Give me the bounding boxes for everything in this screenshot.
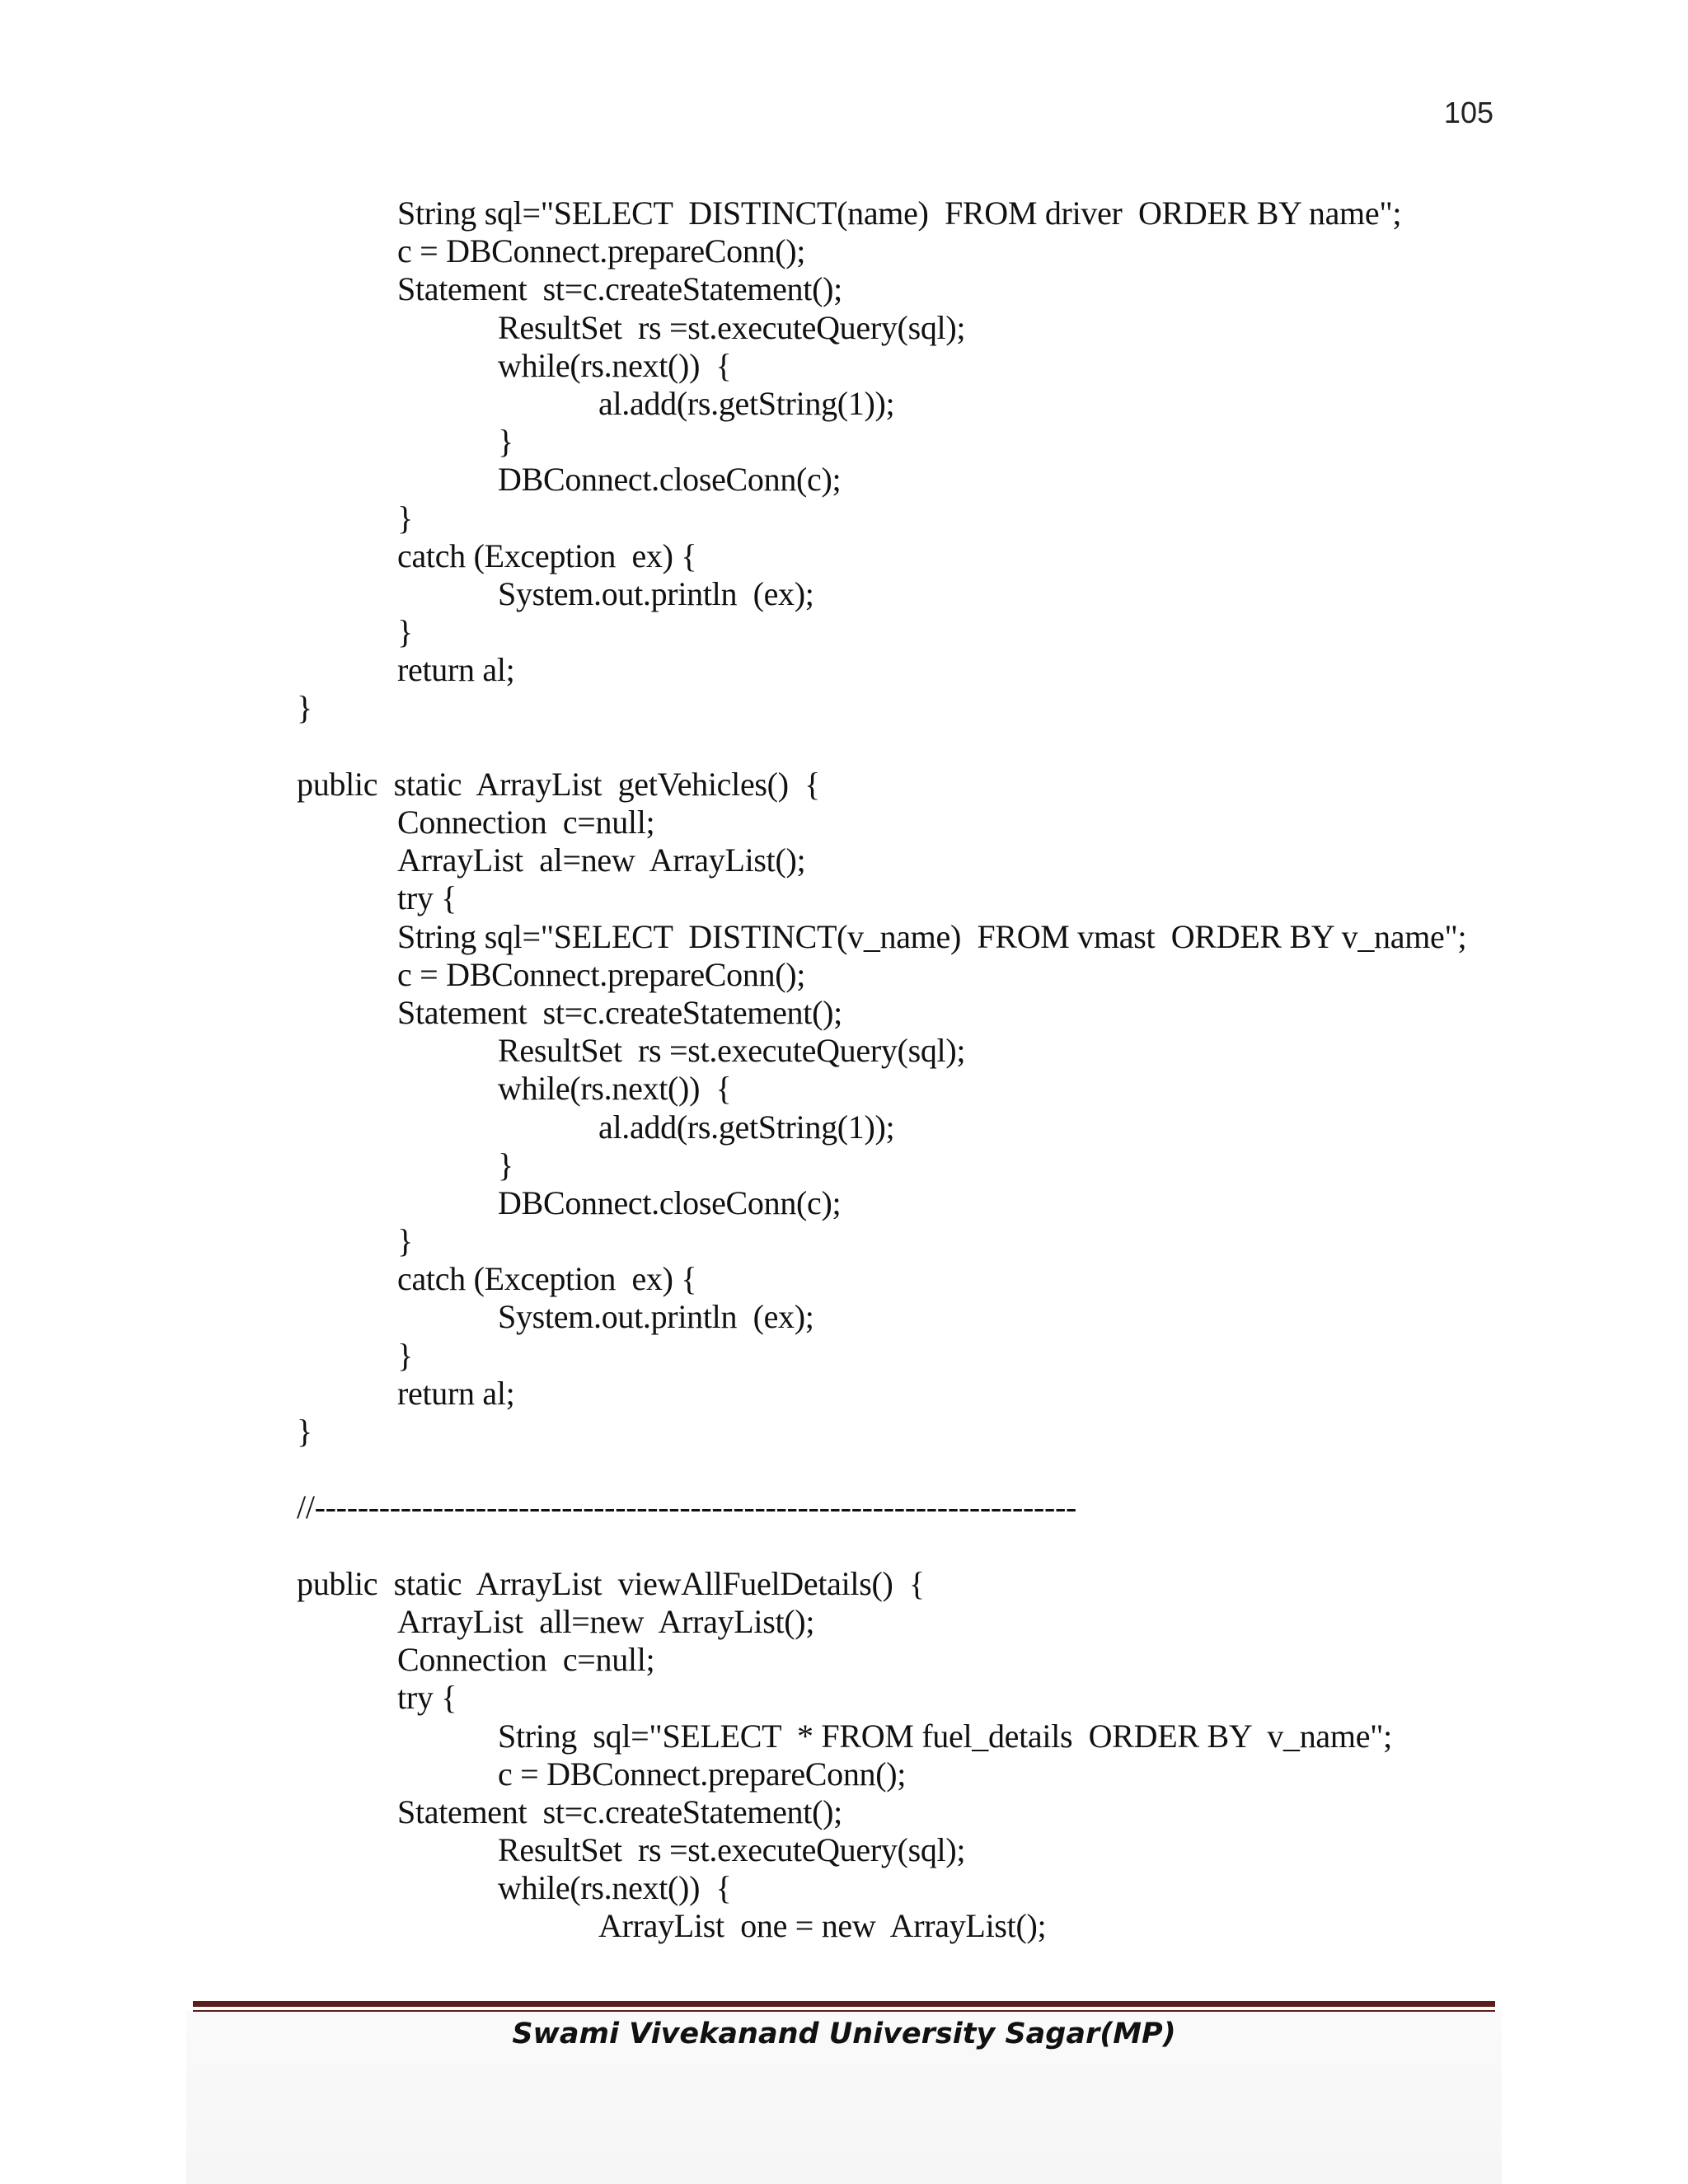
footer-university-name: Swami Vivekanand University Sagar(MP) <box>512 2018 1176 2050</box>
code-line: ResultSet rs =st.executeQuery(sql); <box>498 1032 966 1070</box>
code-line: } <box>397 1336 413 1374</box>
code-line: } <box>297 1413 312 1450</box>
code-line: al.add(rs.getString(1)); <box>598 1108 895 1146</box>
code-line: catch (Exception ex) { <box>397 537 697 574</box>
code-line: catch (Exception ex) { <box>397 1260 697 1298</box>
page-number: 105 <box>1443 96 1493 129</box>
code-line: //----------------------------------------------------------------------- <box>297 1488 1077 1526</box>
code-line <box>297 1451 1467 1488</box>
code-line: } <box>498 423 513 461</box>
code-line: System.out.println (ex); <box>498 1298 814 1336</box>
code-line: } <box>498 1146 513 1183</box>
code-line: } <box>397 613 413 651</box>
code-line: System.out.println (ex); <box>498 574 814 612</box>
code-line: DBConnect.closeConn(c); <box>498 461 842 499</box>
code-line: c = DBConnect.prepareConn(); <box>397 232 806 270</box>
code-line: Connection c=null; <box>397 1641 655 1679</box>
code-line: String sql="SELECT DISTINCT(name) FROM driver ORDER BY name"; <box>397 194 1402 232</box>
code-line <box>297 1527 1467 1565</box>
code-line: while(rs.next()) { <box>498 1869 732 1907</box>
code-listing <box>297 194 1467 1946</box>
code-line: } <box>397 499 413 537</box>
code-line: public static ArrayList viewAllFuelDetails() { <box>297 1564 925 1602</box>
code-line: c = DBConnect.prepareConn(); <box>397 955 806 993</box>
code-line: Connection c=null; <box>397 804 655 841</box>
code-line: while(rs.next()) { <box>498 1070 732 1108</box>
code-line: al.add(rs.getString(1)); <box>598 384 895 422</box>
footer-rule <box>193 2001 1495 2007</box>
code-line: } <box>297 689 312 727</box>
code-line: try { <box>397 879 457 917</box>
code-line: return al; <box>397 651 515 689</box>
code-line: while(rs.next()) { <box>498 346 732 384</box>
code-line: Statement st=c.createStatement(); <box>397 993 842 1031</box>
code-line: } <box>397 1222 413 1260</box>
code-line: String sql="SELECT * FROM fuel_details ORDER BY v_name"; <box>498 1717 1392 1755</box>
code-line <box>297 728 1467 766</box>
code-line: ArrayList one = new ArrayList(); <box>598 1907 1047 1945</box>
code-line: ArrayList all=new ArrayList(); <box>397 1602 815 1640</box>
code-line: try { <box>397 1679 457 1717</box>
code-line: Statement st=c.createStatement(); <box>397 1793 842 1830</box>
code-line: c = DBConnect.prepareConn(); <box>498 1755 907 1793</box>
code-line: ResultSet rs =st.executeQuery(sql); <box>498 308 966 346</box>
code-line: public static ArrayList getVehicles() { <box>297 765 821 803</box>
code-line: ResultSet rs =st.executeQuery(sql); <box>498 1831 966 1869</box>
code-line: String sql="SELECT DISTINCT(v_name) FROM vmast ORDER BY v_name"; <box>397 917 1467 955</box>
code-line: return al; <box>397 1374 515 1412</box>
code-line: ArrayList al=new ArrayList(); <box>397 841 806 879</box>
code-line: Statement st=c.createStatement(); <box>397 270 842 308</box>
code-line: DBConnect.closeConn(c); <box>498 1183 842 1221</box>
